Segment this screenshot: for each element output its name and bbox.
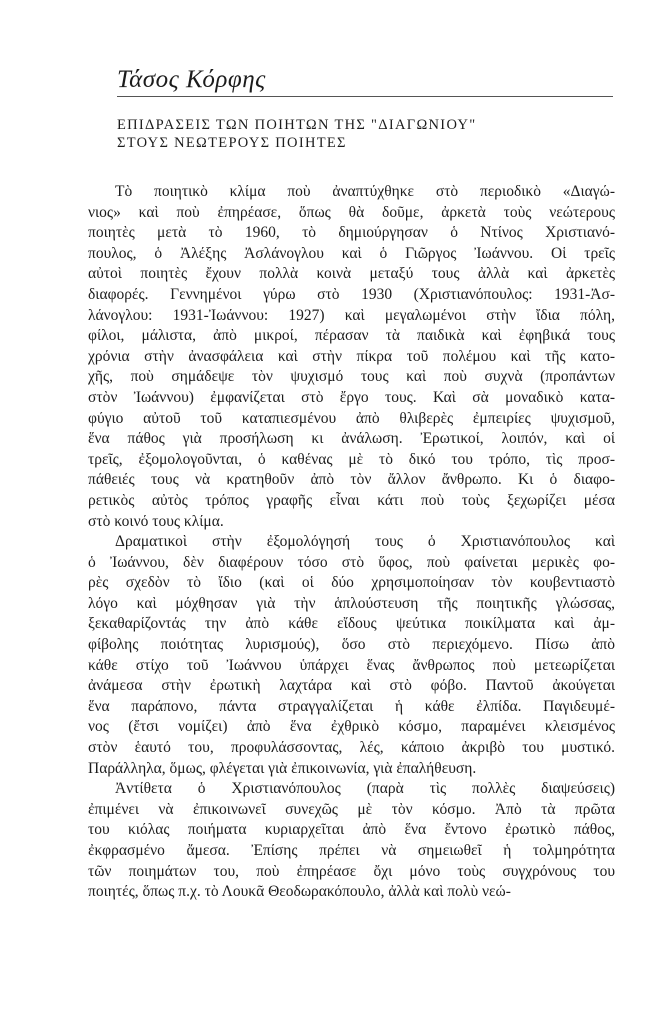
text-line: ἕνα πάθος γιὰ προσήλωση κι ἀνάλωση. Ἐρωτικοί, λοιπόν, καὶ οἱ	[88, 430, 615, 448]
text-line: νιος» καὶ ποὺ ἐπηρέασε, ὅπως θὰ δοῦμε, ἀρκετὰ τοὺς νεώτερους	[88, 203, 615, 221]
text-line: του κιόλας ποιήματα κυριαρχεῖται ἀπὸ ἕνα ἔντονο ἐρωτικὸ πάθος,	[88, 821, 615, 839]
running-header-author: Τάσος Κόρφης	[117, 66, 266, 93]
text-line: στὸ κοινό τους κλίμα.	[88, 512, 224, 530]
text-line: ποιητὲς μετὰ τὸ 1960, τὸ δημιούργησαν ὁ Ντίνος Χριστιανό-	[88, 224, 615, 242]
text-line: ποιητές, ὅπως π.χ. τὸ Λουκᾶ Θεοδωρακόπουλο, ἀλλὰ καὶ πολὺ νεώ-	[88, 883, 511, 901]
text-line: χῆς, ποὺ σημάδεψε τὸν ψυχισμό τους καὶ ποὺ συχνὰ (προπάντων	[88, 368, 615, 386]
article-title	[117, 116, 476, 152]
text-line: τῶν ποιημάτων του, ποὺ ἐπηρέασε ὄχι μόνο τοὺς συγχρόνους του	[88, 862, 615, 880]
text-line: ξεκαθαρίζοντάς την ἀπὸ κάθε εἴδους ψεύτικα ποικίλματα καὶ ἀμ-	[88, 615, 615, 633]
text-line: ἐκφρασμένο ἄμεσα. Ἐπίσης πρέπει νὰ σημειωθεῖ ἡ τολμηρότητα	[88, 842, 615, 859]
text-line: ρὲς σχεδὸν τὸ ἴδιο (καὶ οἱ δύο χρησιμοποίησαν τὸν κουβεντιαστὸ	[88, 574, 615, 592]
text-line: πάθειές τους νὰ κρατηθοῦν ἀπὸ τὸν ἄλλον ἄνθρωπο. Κι ὁ διαφο-	[88, 471, 615, 489]
text-line: νος (ἔτσι νομίζει) ἀπὸ ἕνα ἐχθρικὸ κόσμο, παραμένει κλεισμένος	[88, 718, 615, 736]
text-line: στὸν Ἰωάννου) ἐμφανίζεται στὸ ἔργο τους. Καὶ σὰ μοναδικὸ κατα-	[88, 388, 615, 406]
paragraph	[88, 779, 615, 903]
text-line: φίβολης ποιότητας λυρισμούς), ὅσο στὸ περιεχόμενο. Πίσω ἀπὸ	[88, 636, 615, 654]
text-line: αὐτοὶ ποιητὲς ἔχουν πολλὰ κοινὰ μεταξύ τους ἀλλὰ καὶ ἀρκετὲς	[88, 265, 615, 283]
header-rule	[117, 96, 613, 97]
paragraph	[88, 182, 615, 532]
text-line: πουλος, ὁ Ἀλέξης Ἀσλάνογλου καὶ ὁ Γιῶργος Ἰωάννου. Οἱ τρεῖς	[88, 244, 615, 262]
text-line: ἐπιμένει νὰ ἐπικοινωνεῖ συνεχῶς μὲ τὸν κόσμο. Ἀπὸ τὰ πρῶτα	[88, 800, 615, 818]
text-line: Ἀντίθετα ὁ Χριστιανόπουλος (παρὰ τὶς πολλὲς διαψεύσεις)	[115, 780, 615, 798]
text-line: φίλοι, μάλιστα, ἀπὸ μικροί, πέρασαν τὰ παιδικὰ καὶ ἐφηβικά τους	[88, 327, 615, 345]
article-body	[88, 182, 615, 903]
text-line: ἀνάμεσα στὴν ἐρωτικὴ λαχτάρα καὶ στὸ φόβο. Παντοῦ ἀκούγεται	[88, 677, 615, 695]
article-title-line: ΕΠΙΔΡΑΣΕΙΣ ΤΩΝ ΠΟΙΗΤΩΝ ΤΗΣ "ΔΙΑΓΩΝΙΟΥ"	[117, 117, 477, 133]
text-line: στὸν ἑαυτό του, προφυλάσσοντας, λές, κάποιο ἀκριβὸ του μυστικό.	[88, 739, 615, 757]
text-line: ρετικὸς αὐτὸς τρόπος γραφῆς εἶναι κάτι ποὺ τοὺς ξεχωρίζει μέσα	[88, 491, 615, 509]
text-line: χρόνια στὴν ἀνασφάλεια καὶ στὴν πίκρα τοῦ πολέμου καὶ τῆς κατο-	[88, 347, 615, 365]
text-line: διαφορές. Γεννημένοι γύρω στὸ 1930 (Χριστιανόπουλος: 1931-Ἀσ-	[88, 285, 615, 303]
text-line: ὁ Ἰωάννου, δὲν διαφέρουν τόσο στὸ ὕφος, ποὺ φαίνεται μερικὲς φο-	[88, 553, 615, 571]
text-line: λόγο καὶ μόχθησαν γιὰ τὴν ἁπλούστευση τῆς ποιητικῆς γλώσσας,	[88, 594, 615, 612]
text-line: Παράλληλα, ὅμως, φλέγεται γιὰ ἐπικοινωνία, γιὰ ἐπαλήθευση.	[88, 759, 477, 777]
text-line: κάθε στίχο τοῦ Ἰωάννου ὑπάρχει ἕνας ἄνθρωπος ποὺ μετεωρίζεται	[88, 656, 615, 674]
text-line: τρεῖς, ἐξομολογοῦνται, ὁ καθένας μὲ τὸ δικό του τρόπο, τὶς προσ-	[88, 450, 615, 468]
text-line: ἕνα παράπονο, πάντα στραγγαλίζεται ἡ κάθε ἐλπίδα. Παγιδευμέ-	[88, 697, 615, 715]
text-line: Δραματικοὶ στὴν ἐξομολόγησή τους ὁ Χριστιανόπουλος καὶ	[115, 533, 615, 551]
text-line: Τὸ ποιητικὸ κλίμα ποὺ ἀναπτύχθηκε στὸ περιοδικὸ «Διαγώ-	[115, 183, 615, 200]
article-title-line: ΣΤΟΥΣ ΝΕΩΤΕΡΟΥΣ ΠΟΙΗΤΕΣ	[117, 135, 347, 151]
text-line: λάνογλου: 1931-Ἰωάννου: 1927) καὶ μεγαλωμένοι στὴν ἴδια πόλη,	[88, 306, 615, 324]
text-line: φύγιο αὐτοῦ τοῦ καταπιεσμένου ἀπὸ θλιβερὲς ἐμπειρίες ψυχισμοῦ,	[88, 409, 615, 427]
paragraph	[88, 532, 615, 779]
